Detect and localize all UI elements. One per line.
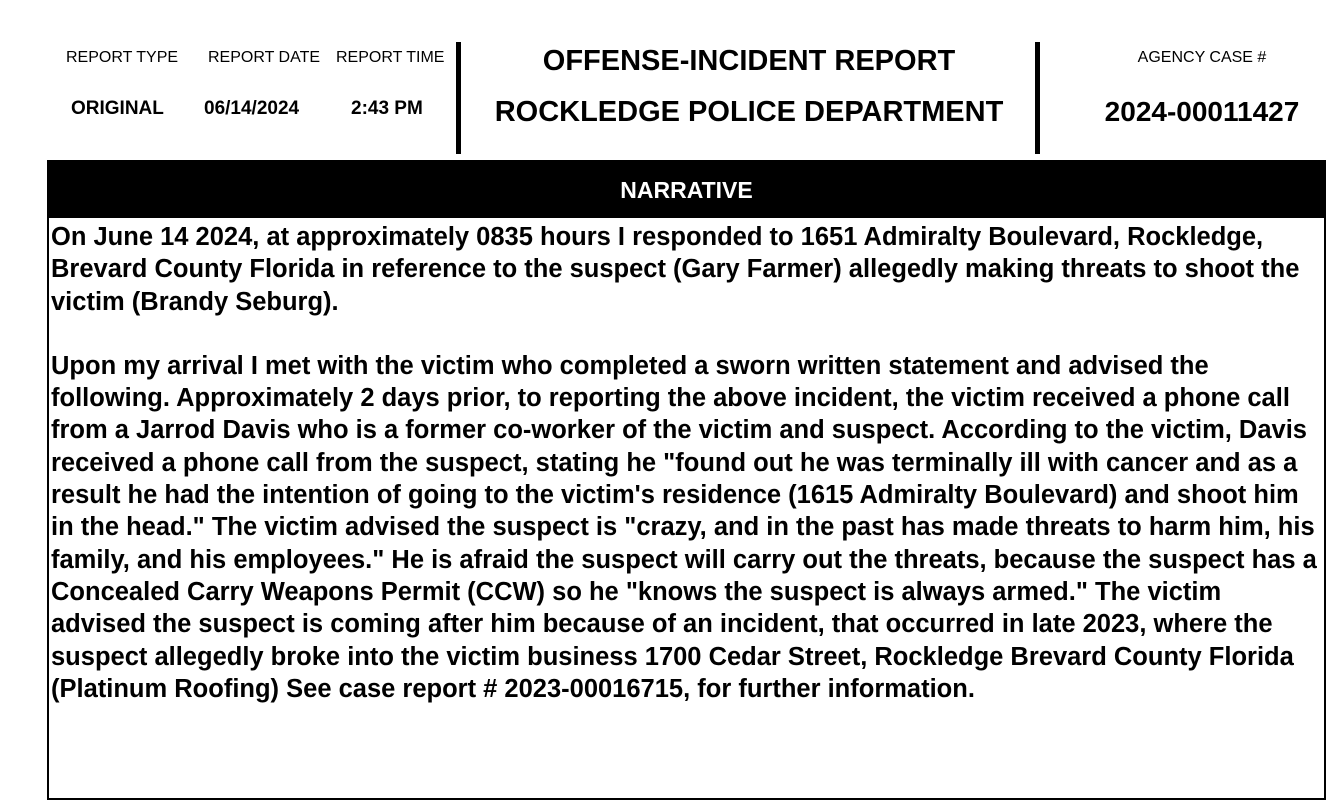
narrative-text (51, 221, 1323, 737)
report-type-label: REPORT TYPE (66, 49, 179, 66)
narrative-paragraph: Upon my arrival I met with the victim who completed a sworn written statement and advised the following. Approximately 2 days prior, to reporting the above incident, the victim received a phone call from a Jarrod Davis who is a former co-worker of the victim and suspect. According to the victim, Davis received a phone call from the suspect, stating he "found out he was terminally ill with cancer and as a result he had the intention of going to the victim's residence (1615 Admiralty Boulevard) and shoot him in the head." The victim advised the suspect is "crazy, and in the past has made threats to harm him, his family, and his employees." He is afraid the suspect will carry out the threats, because the suspect has a Concealed Carry Weapons Permit (CCW) so he "knows the suspect is always armed." The victim advised the suspect is coming after him because of an incident, that occurred in late 2023, where the suspect allegedly broke into the victim business 1700 Cedar Street, Rockledge Brevard County Florida (Platinum Roofing) See case report # 2023-00016715, for further information. (51, 351, 1317, 703)
narrative-heading: NARRATIVE (47, 160, 1326, 218)
report-date-value: 06/14/2024 (204, 98, 300, 119)
department-name: ROCKLEDGE POLICE DEPARTMENT (494, 96, 1004, 128)
report-type-value: ORIGINAL (71, 98, 164, 119)
agency-case-number: 2024-00011427 (1104, 96, 1300, 127)
agency-case-label: AGENCY CASE # (1137, 49, 1267, 66)
report-time-value: 2:43 PM (351, 98, 423, 119)
header-divider-left (456, 42, 461, 154)
report-date-label: REPORT DATE (208, 49, 321, 66)
report-time-label: REPORT TIME (336, 49, 445, 66)
report-title: OFFENSE-INCIDENT REPORT (542, 45, 956, 77)
narrative-paragraph: On June 14 2024, at approximately 0835 hours I responded to 1651 Admiralty Boulevard, Rockledge, Brevard County Florida in reference to the suspect (Gary Farmer) allegedly making threats to shoot the victim (Brandy Seburg). (51, 223, 1300, 316)
